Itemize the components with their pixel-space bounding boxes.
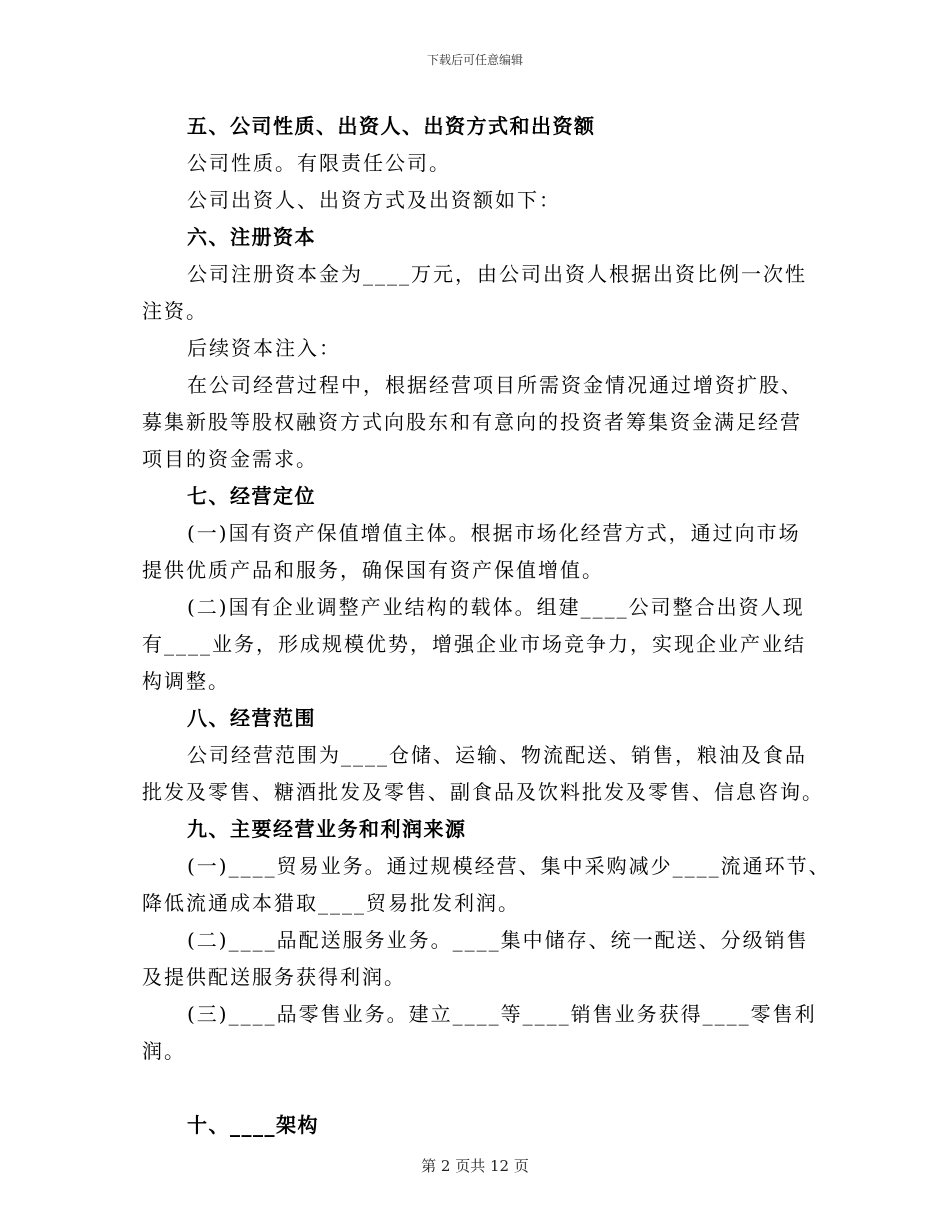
paragraph-line: 后续资本注入： [187, 336, 341, 360]
paragraph-line: (二)国有企业调整产业结构的载体。组建____公司整合出资人现 [187, 595, 805, 619]
paragraph-line: 公司注册资本金为____万元，由公司出资人根据出资比例一次性 [187, 262, 807, 286]
paragraph-line: 构调整。 [142, 669, 230, 693]
section-heading: 八、经营范围 [187, 706, 316, 730]
paragraph-line: 公司性质。有限责任公司。 [187, 151, 451, 175]
paragraph-line: 注资。 [142, 299, 208, 323]
paragraph-line: 在公司经营过程中，根据经营项目所需资金情况通过增资扩股、 [187, 373, 803, 397]
paragraph-line: 项目的资金需求。 [142, 447, 318, 471]
paragraph-line: (一)国有资产保值增值主体。根据市场化经营方式，通过向市场 [187, 521, 801, 545]
page-header: 下载后可任意编辑 [426, 53, 523, 67]
paragraph-line [142, 1070, 812, 1107]
section-heading: 六、注册资本 [187, 225, 316, 249]
paragraph-line: (二)____品配送服务业务。____集中储存、统一配送、分级销售 [187, 928, 809, 952]
paragraph-line: 降低流通成本猎取____贸易批发利润。 [142, 891, 520, 915]
paragraph-line: (三)____品零售业务。建立____等____销售业务获得____零售利 [187, 1002, 817, 1026]
page-footer: 第 2 页共 12 页 [421, 1157, 529, 1175]
paragraph-line: 公司出资人、出资方式及出资额如下： [187, 188, 561, 212]
document-body [142, 108, 831, 1144]
paragraph-line: 有____业务，形成规模优势，增强企业市场竞争力，实现企业产业结 [142, 632, 806, 656]
paragraph-line: 润。 [142, 1039, 186, 1063]
paragraph-line: 批发及零售、糖酒批发及零售、副食品及饮料批发及零售、信息咨询。 [142, 780, 824, 804]
section-heading: 五、公司性质、出资人、出资方式和出资额 [187, 114, 596, 138]
paragraph-line: 及提供配送服务获得利润。 [142, 965, 406, 989]
section-heading: 七、经营定位 [187, 484, 316, 508]
paragraph-line: 募集新股等股权融资方式向股东和有意向的投资者筹集资金满足经营 [142, 410, 802, 434]
paragraph-line: 提供优质产品和服务，确保国有资产保值增值。 [142, 558, 604, 582]
section-heading: 九、主要经营业务和利润来源 [187, 817, 467, 841]
paragraph-line: 公司经营范围为____仓储、运输、物流配送、销售，粮油及食品 [187, 743, 807, 767]
section-heading: 十、____架构 [187, 1113, 319, 1137]
paragraph-line: (一)____贸易业务。通过规模经营、集中采购减少____流通环节、 [187, 854, 831, 878]
